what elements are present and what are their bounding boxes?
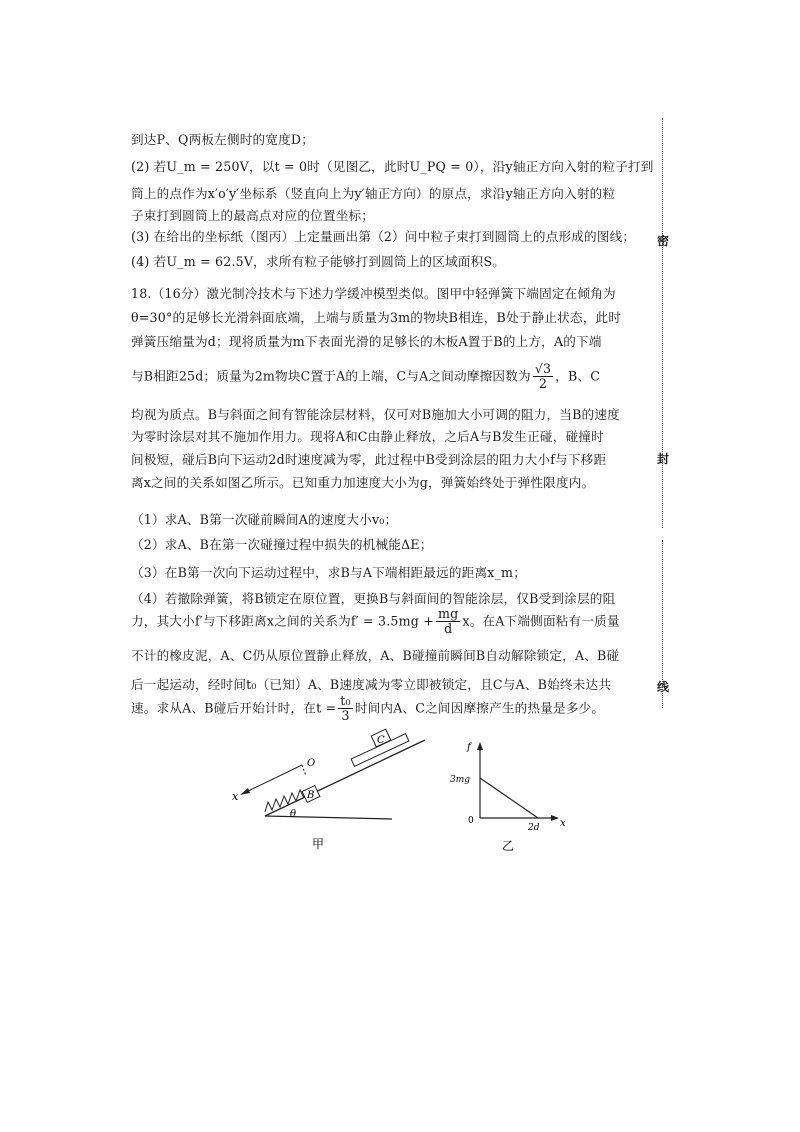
fraction-t0-over-3	[338, 694, 353, 724]
label-3mg: 3mg	[450, 775, 471, 785]
text: x。在A下端侧面粘有一质量	[462, 613, 620, 629]
spring	[265, 790, 304, 812]
f-line	[480, 778, 538, 818]
x-axis-arrow	[242, 765, 302, 794]
problem-18-text: 间极短，碰后B向下运动2d时速度减为零，此过程中B受到涂层的阻力大小f与下移距	[131, 452, 607, 467]
label-theta: θ	[290, 809, 297, 820]
numerator: t₀	[340, 693, 351, 708]
arrowhead	[240, 788, 250, 795]
seal-mark: 密	[657, 234, 670, 248]
label-b: B	[307, 790, 315, 801]
prev-question-2: (2) 若U_m = 250V，以t = 0时（见图乙，此时U_PQ = 0），沿y轴正方向入射的粒子打到	[131, 159, 654, 174]
subquestion-4-cont	[131, 607, 620, 637]
problem-18-text: θ=30°的足够长光滑斜面底端，上端与质量为3m的物块B相连，B处于静止状态，此时	[131, 310, 622, 325]
seal-mark: 封	[657, 452, 670, 466]
numerator: mg	[438, 606, 459, 621]
problem-18-text: 离x之间的关系如图乙所示。已知重力加速度大小为g，弹簧始终处于弹性限度内。	[131, 475, 595, 490]
prev-question-4: (4) 若U_m = 62.5V，求所有粒子能够打到圆筒上的区域面积S。	[131, 254, 506, 269]
subquestion-2: （2）求A、B在第一次碰撞过程中损失的机械能ΔE；	[131, 537, 433, 552]
text: 速。求从A、B碰后开始计时，在t =	[131, 700, 337, 716]
subquestion-3: （3）在B第一次向下运动过程中，求B与A下端相距最远的距离x_m；	[131, 565, 526, 580]
fraction-sqrt3-over-2	[533, 362, 553, 392]
text: ，B、C	[555, 368, 601, 384]
subquestion-1: （1）求A、B第一次碰前瞬间A的速度大小v₀；	[131, 512, 398, 527]
figure-caption: 甲	[312, 837, 325, 851]
problem-18-text: 为零时涂层对其不施加作用力。现将A和C由静止释放，之后A与B发生正碰，碰撞时	[131, 429, 604, 444]
denominator: 3	[341, 708, 350, 724]
prev-question-2-cont: 筒上的点作为x′o′y′坐标系（竖直向上为y′轴正方向）的原点，求沿y轴正方向入射的粒	[131, 186, 616, 201]
x-arrowhead	[551, 815, 559, 821]
figure-caption: 乙	[502, 839, 515, 853]
label-f: f	[467, 742, 471, 753]
problem-18-text: 均视为质点。B与斜面之间有智能涂层材料，仅可对B施加大小可调的阻力，当B的速度	[131, 407, 620, 422]
problem-18-text: 18.（16分）激光制冷技术与下述力学缓冲模型类似。图甲中轻弹簧下端固定在倾角为	[131, 286, 616, 301]
seal-mark: 线	[657, 680, 670, 694]
prev-question-2-cont: 子束打到圆筒上的最高点对应的位置坐标；	[131, 208, 375, 223]
origin-dash	[302, 765, 306, 776]
label-2d: 2d	[528, 823, 540, 833]
text: 与B相距25d；质量为2m物块C置于A的上端，C与A之间动摩擦因数为	[131, 368, 531, 384]
subquestion-4-cont	[131, 694, 604, 724]
prev-question-3: (3) 在给出的坐标纸（图丙）上定量画出第（2）问中粒子束打到圆筒上的点形成的图线；	[131, 229, 636, 244]
ground-line	[265, 816, 392, 819]
label-c: C	[377, 735, 385, 746]
text: 时间内A、C之间因摩擦产生的热量是多少。	[354, 700, 605, 716]
label-x: x	[560, 818, 566, 829]
y-arrowhead	[477, 742, 483, 750]
label-0: 0	[468, 816, 474, 826]
subquestion-4-cont: 不计的橡皮泥，A、C仍从原位置静止释放，A、B碰撞前瞬间B自动解除锁定，A、B碰	[131, 648, 620, 663]
label-o: O	[307, 758, 316, 769]
prev-question-line: 到达P、Q两板左侧时的宽度D；	[131, 132, 315, 147]
subquestion-4: （4）若撤除弹簧，将B锁定在原位置，更换B与斜面间的智能涂层，仅B受到涂层的阻	[131, 591, 616, 606]
denominator: d	[444, 621, 453, 637]
subquestion-4-cont: 后一起运动，经时间t₀（已知）A、B速度减为零立即被锁定，且C与A、B始终未达共	[131, 677, 612, 692]
text: 力，其大小f′与下移距离x之间的关系为f′ = 3.5mg +	[131, 613, 434, 629]
problem-18-text	[131, 362, 600, 392]
label-x: x	[232, 790, 239, 803]
denominator: 2	[538, 376, 548, 392]
figure-yi	[440, 728, 580, 858]
figure-jia	[220, 728, 440, 858]
fraction-mg-over-d	[436, 607, 460, 637]
numerator: √3	[534, 361, 552, 376]
incline-surface	[265, 740, 425, 816]
problem-18-text: 弹簧压缩量为d；现将质量为m下表面光滑的足够长的木板A置于B的上方，A的下端	[131, 334, 602, 349]
